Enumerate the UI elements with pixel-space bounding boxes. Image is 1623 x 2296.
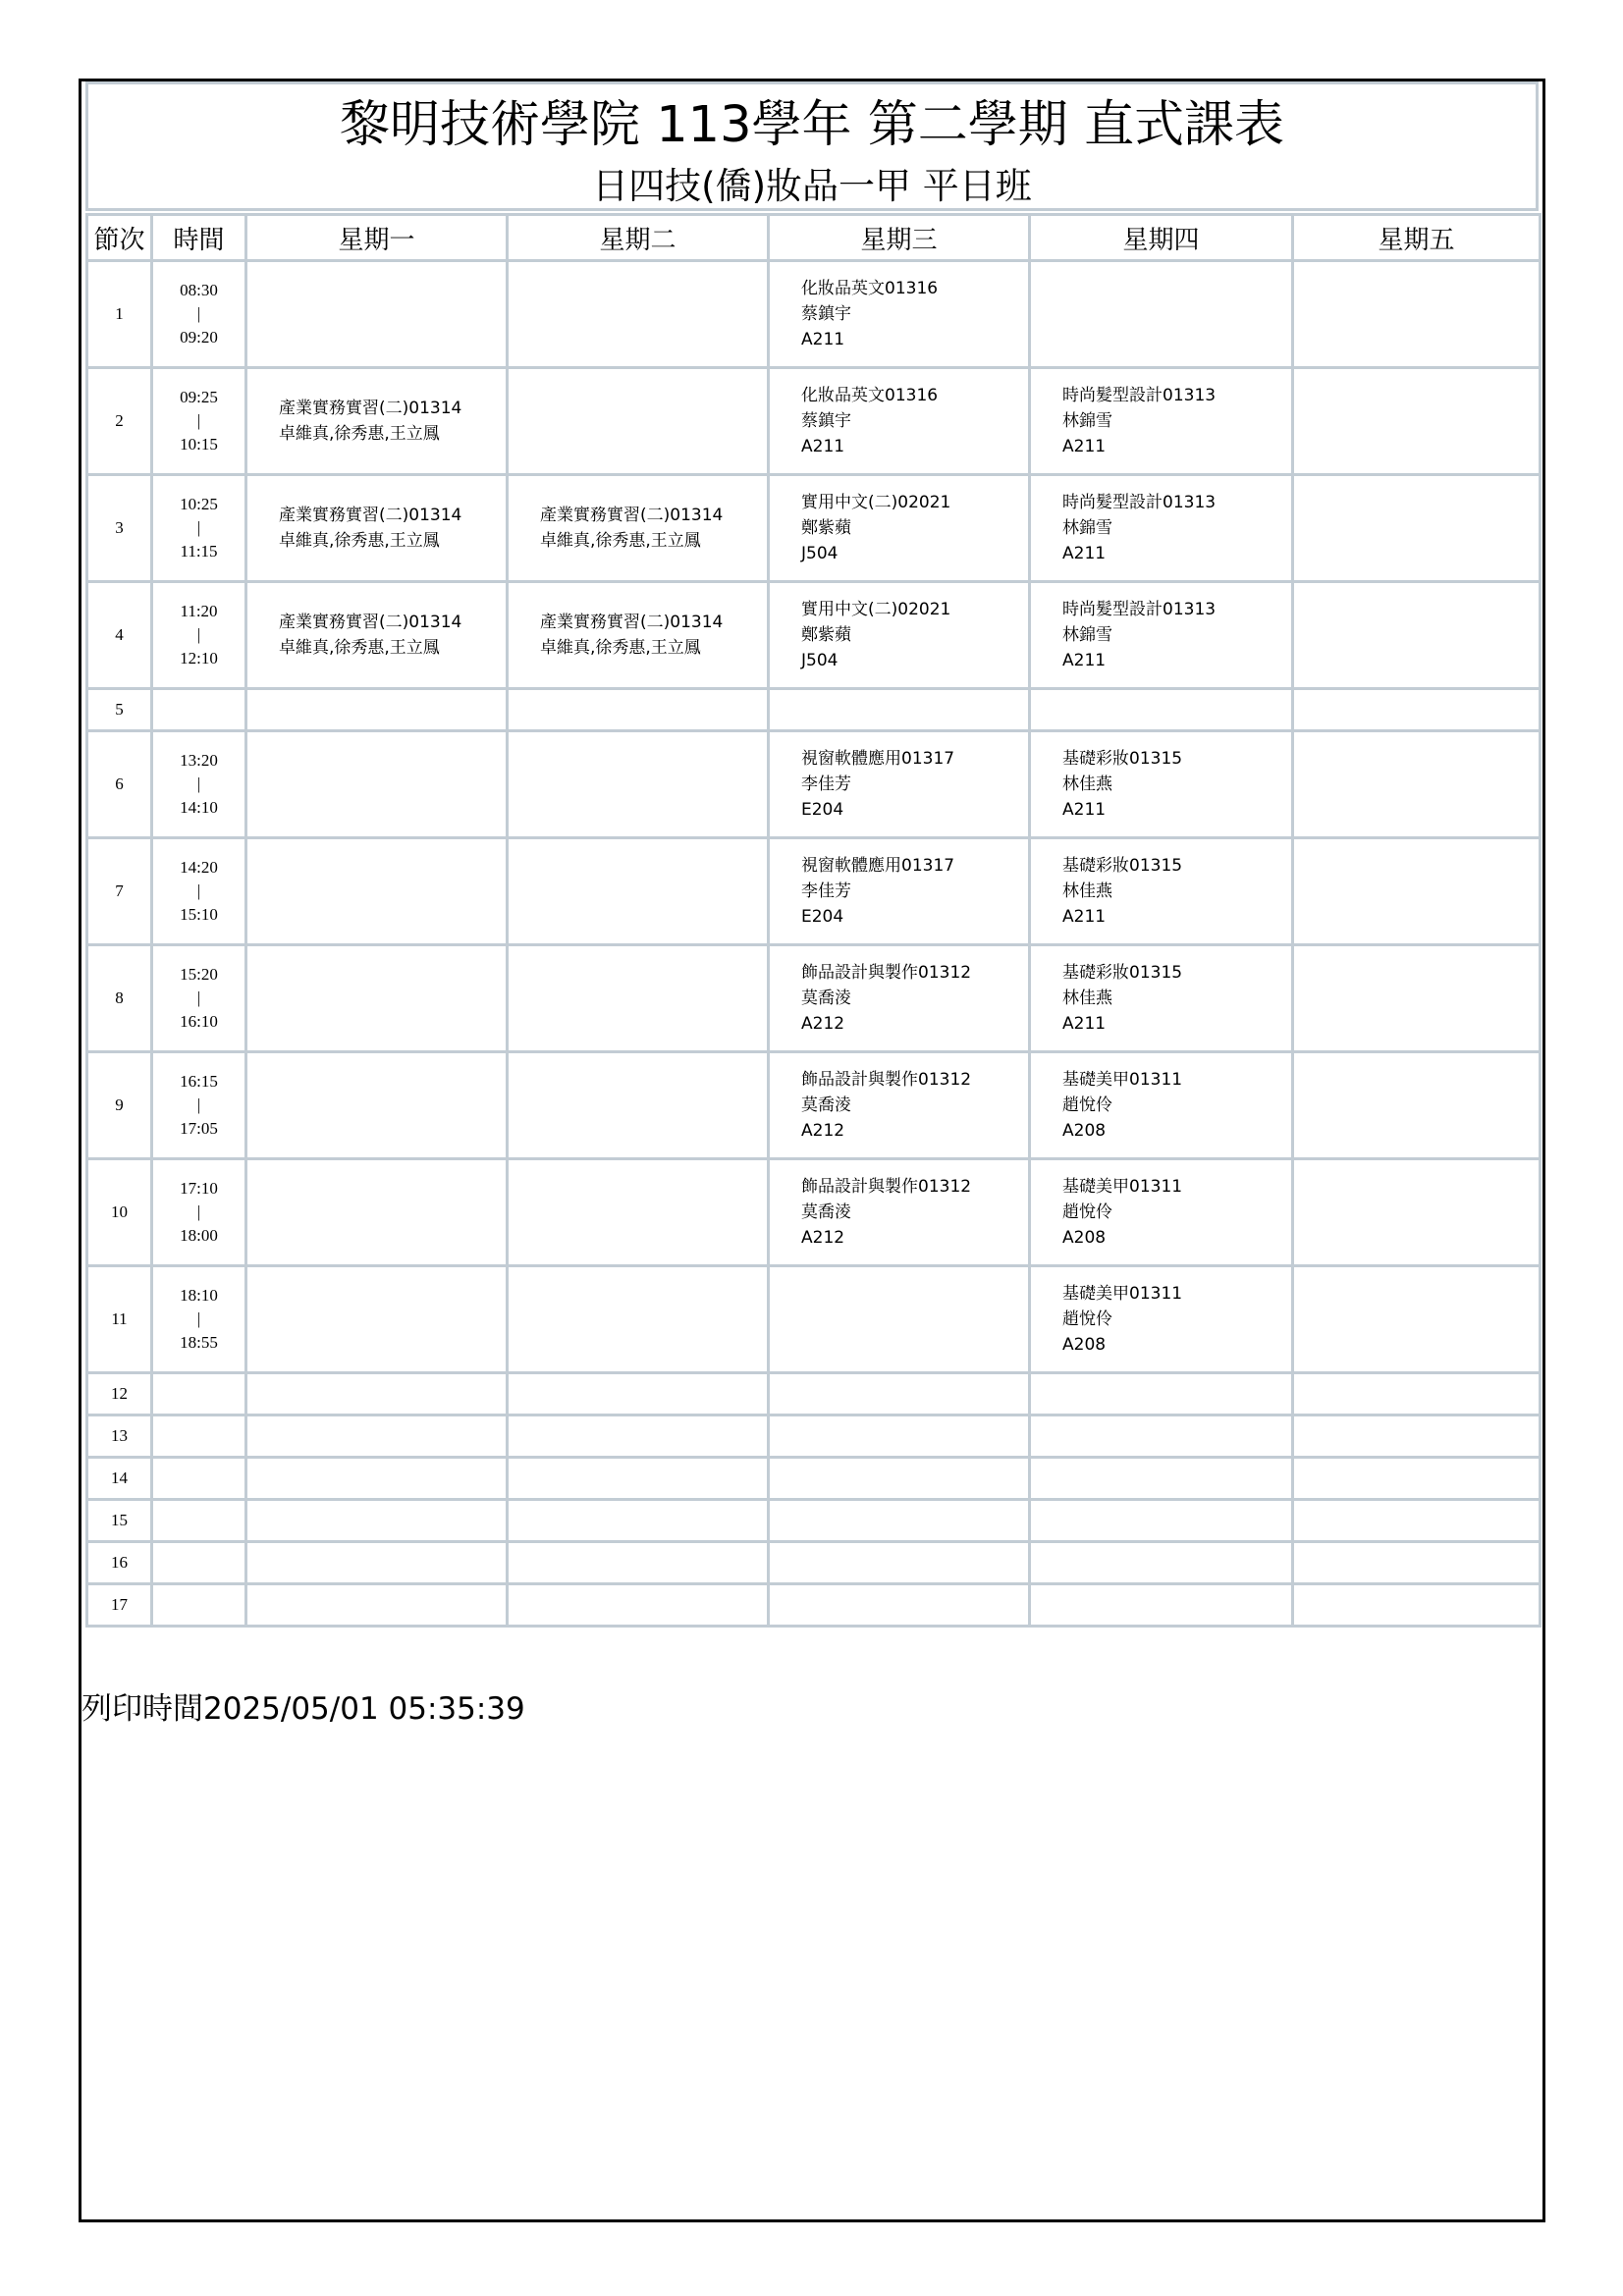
day-cell-wednesday [769,1500,1030,1542]
day-cell-wednesday [769,261,1030,368]
course-name: 視窗軟體應用01317 [801,856,955,876]
day-cell-wednesday [769,1415,1030,1458]
day-cell-tuesday [508,1052,769,1159]
period-number: 6 [87,731,152,838]
course-entry [1031,597,1291,673]
day-cell-tuesday [508,1373,769,1415]
time-cell [152,1159,246,1266]
day-cell-friday [1293,1415,1541,1458]
course-entry [770,853,1028,930]
course-entry [1031,1067,1291,1144]
day-cell-friday [1293,689,1541,731]
day-cell-tuesday [508,1415,769,1458]
course-entry [770,1174,1028,1251]
table-row [87,945,1541,1052]
day-cell-monday [246,1159,508,1266]
teacher-name: 卓維真,徐秀惠,王立鳳 [279,638,440,658]
day-cell-tuesday [508,582,769,689]
start-time: 13:20 [180,751,218,770]
day-cell-friday [1293,368,1541,475]
day-cell-friday [1293,475,1541,582]
time-cell [152,1458,246,1500]
time-separator: | [196,1202,201,1221]
day-cell-tuesday [508,838,769,945]
period-number: 2 [87,368,152,475]
day-cell-wednesday [769,731,1030,838]
time-separator: | [196,881,201,900]
room-code: A211 [1062,907,1107,927]
day-cell-wednesday [769,475,1030,582]
day-cell-thursday [1030,1458,1293,1500]
room-code: A212 [801,1228,845,1248]
teacher-name: 林佳燕 [1062,988,1112,1008]
page-frame [79,79,1545,2222]
day-cell-monday [246,689,508,731]
teacher-name: 林錦雪 [1062,518,1112,538]
start-time: 11:20 [180,602,218,620]
table-row [87,261,1541,368]
room-code: A211 [1062,651,1107,670]
end-time: 11:15 [180,542,218,561]
col-header-monday: 星期一 [246,215,508,261]
day-cell-tuesday [508,1542,769,1584]
course-name: 視窗軟體應用01317 [801,749,955,769]
class-subtitle: 日四技(僑)妝品一甲 平日班 [592,165,1032,207]
time-cell [152,838,246,945]
day-cell-friday [1293,1266,1541,1373]
course-name: 產業實務實習(二)01314 [540,506,724,525]
course-entry [770,490,1028,566]
course-name: 化妝品英文01316 [801,386,939,405]
day-cell-monday [246,838,508,945]
table-row [87,1458,1541,1500]
course-entry [770,960,1028,1037]
time-separator: | [196,518,201,537]
course-name: 實用中文(二)02021 [801,600,951,619]
table-row [87,1159,1541,1266]
end-time: 15:10 [180,905,218,924]
day-cell-tuesday [508,731,769,838]
period-number: 16 [87,1542,152,1584]
teacher-name: 莫喬淩 [801,1095,851,1115]
table-row [87,1584,1541,1627]
day-cell-friday [1293,1159,1541,1266]
table-row [87,582,1541,689]
day-cell-wednesday [769,1052,1030,1159]
period-number: 3 [87,475,152,582]
course-entry [1031,853,1291,930]
time-separator: | [196,988,201,1007]
period-number: 5 [87,689,152,731]
period-number: 12 [87,1373,152,1415]
course-name: 飾品設計與製作01312 [801,1177,972,1197]
print-timestamp: 列印時間2025/05/01 05:35:39 [81,1691,525,1727]
period-number: 15 [87,1500,152,1542]
course-name: 基礎美甲01311 [1062,1070,1183,1090]
time-cell [152,261,246,368]
day-cell-tuesday [508,1458,769,1500]
day-cell-thursday [1030,261,1293,368]
day-cell-friday [1293,1542,1541,1584]
room-code: A212 [801,1014,845,1034]
table-row [87,475,1541,582]
day-cell-monday [246,475,508,582]
teacher-name: 卓維真,徐秀惠,王立鳳 [279,424,440,444]
teacher-name: 卓維真,徐秀惠,王立鳳 [279,531,440,551]
course-entry [247,503,506,554]
title-box [85,81,1539,211]
course-name: 產業實務實習(二)01314 [279,399,462,418]
day-cell-thursday [1030,1584,1293,1627]
teacher-name: 鄭紫蘋 [801,625,851,645]
teacher-name: 莫喬淩 [801,988,851,1008]
course-name: 時尚髮型設計01313 [1062,386,1217,405]
table-row [87,1373,1541,1415]
table-row [87,1542,1541,1584]
table-row [87,368,1541,475]
course-name: 飾品設計與製作01312 [801,963,972,983]
day-cell-tuesday [508,1584,769,1627]
day-cell-wednesday [769,945,1030,1052]
teacher-name: 林錦雪 [1062,625,1112,645]
end-time: 14:10 [180,798,218,817]
page-title: 黎明技術學院 113學年 第二學期 直式課表 [340,96,1284,154]
end-time: 18:55 [180,1333,218,1352]
time-separator: | [196,1309,201,1328]
day-cell-thursday [1030,1415,1293,1458]
day-cell-monday [246,1373,508,1415]
time-cell [152,1500,246,1542]
teacher-name: 蔡鎮宇 [801,304,851,324]
start-time: 10:25 [180,495,218,513]
timetable [85,213,1542,1628]
time-cell [152,945,246,1052]
teacher-name: 林錦雪 [1062,411,1112,431]
course-name: 基礎彩妝01315 [1062,963,1183,983]
day-cell-tuesday [508,475,769,582]
start-time: 09:25 [180,388,218,406]
time-cell [152,582,246,689]
day-cell-friday [1293,1500,1541,1542]
room-code: E204 [801,800,844,820]
period-number: 1 [87,261,152,368]
time-cell [152,731,246,838]
day-cell-wednesday [769,1458,1030,1500]
day-cell-friday [1293,582,1541,689]
day-cell-tuesday [508,368,769,475]
day-cell-tuesday [508,261,769,368]
period-number: 7 [87,838,152,945]
room-code: J504 [801,651,839,670]
day-cell-wednesday [769,582,1030,689]
time-cell [152,1266,246,1373]
time-cell [152,689,246,731]
period-number: 11 [87,1266,152,1373]
period-number: 10 [87,1159,152,1266]
course-name: 產業實務實習(二)01314 [279,613,462,632]
day-cell-thursday [1030,838,1293,945]
col-header-tuesday: 星期二 [508,215,769,261]
end-time: 17:05 [180,1119,218,1138]
teacher-name: 鄭紫蘋 [801,518,851,538]
start-time: 15:20 [180,965,218,984]
teacher-name: 李佳芳 [801,881,851,901]
day-cell-friday [1293,1458,1541,1500]
course-entry [770,597,1028,673]
time-separator: | [196,411,201,430]
table-row [87,1415,1541,1458]
course-name: 產業實務實習(二)01314 [279,506,462,525]
day-cell-monday [246,582,508,689]
table-row [87,731,1541,838]
course-entry [770,746,1028,823]
day-cell-thursday [1030,689,1293,731]
course-name: 實用中文(二)02021 [801,493,951,512]
col-header-thursday: 星期四 [1030,215,1293,261]
time-cell [152,1415,246,1458]
teacher-name: 林佳燕 [1062,881,1112,901]
timetable-body [87,261,1541,1627]
day-cell-thursday [1030,475,1293,582]
day-cell-thursday [1030,1500,1293,1542]
end-time: 10:15 [180,435,218,454]
teacher-name: 卓維真,徐秀惠,王立鳳 [540,638,701,658]
course-entry [1031,1174,1291,1251]
course-entry [509,610,767,661]
teacher-name: 趙悅伶 [1062,1202,1112,1222]
time-cell [152,1584,246,1627]
course-name: 基礎彩妝01315 [1062,749,1183,769]
table-row [87,1266,1541,1373]
day-cell-wednesday [769,1542,1030,1584]
teacher-name: 林佳燕 [1062,774,1112,794]
day-cell-monday [246,1584,508,1627]
room-code: E204 [801,907,844,927]
day-cell-monday [246,1500,508,1542]
room-code: A211 [1062,437,1107,456]
end-time: 09:20 [180,328,218,347]
teacher-name: 莫喬淩 [801,1202,851,1222]
time-cell [152,368,246,475]
day-cell-thursday [1030,1159,1293,1266]
period-number: 17 [87,1584,152,1627]
time-separator: | [196,1095,201,1114]
room-code: A211 [1062,1014,1107,1034]
day-cell-wednesday [769,838,1030,945]
col-header-period: 節次 [87,215,152,261]
time-cell [152,1373,246,1415]
course-name: 產業實務實習(二)01314 [540,613,724,632]
day-cell-monday [246,731,508,838]
course-name: 時尚髮型設計01313 [1062,493,1217,512]
day-cell-friday [1293,838,1541,945]
day-cell-monday [246,1415,508,1458]
table-row [87,689,1541,731]
day-cell-thursday [1030,1542,1293,1584]
day-cell-tuesday [508,1159,769,1266]
course-entry [1031,1281,1291,1358]
teacher-name: 趙悅伶 [1062,1095,1112,1115]
day-cell-monday [246,1542,508,1584]
day-cell-monday [246,1052,508,1159]
end-time: 12:10 [180,649,218,667]
start-time: 16:15 [180,1072,218,1091]
day-cell-friday [1293,1373,1541,1415]
day-cell-thursday [1030,368,1293,475]
day-cell-monday [246,945,508,1052]
course-name: 化妝品英文01316 [801,279,939,298]
start-time: 18:10 [180,1286,218,1305]
teacher-name: 蔡鎮宇 [801,411,851,431]
period-number: 8 [87,945,152,1052]
table-row [87,1500,1541,1542]
start-time: 08:30 [180,281,218,299]
col-header-friday: 星期五 [1293,215,1541,261]
end-time: 16:10 [180,1012,218,1031]
day-cell-tuesday [508,689,769,731]
day-cell-monday [246,1458,508,1500]
day-cell-thursday [1030,582,1293,689]
col-header-wednesday: 星期三 [769,215,1030,261]
course-entry [770,383,1028,459]
course-entry [1031,490,1291,566]
day-cell-wednesday [769,1159,1030,1266]
day-cell-thursday [1030,1266,1293,1373]
day-cell-thursday [1030,1373,1293,1415]
day-cell-wednesday [769,689,1030,731]
course-name: 基礎彩妝01315 [1062,856,1183,876]
room-code: A211 [1062,544,1107,563]
teacher-name: 趙悅伶 [1062,1309,1112,1329]
room-code: A212 [801,1121,845,1141]
room-code: A208 [1062,1121,1107,1141]
course-entry [509,503,767,554]
start-time: 17:10 [180,1179,218,1198]
day-cell-friday [1293,261,1541,368]
period-number: 14 [87,1458,152,1500]
time-separator: | [196,304,201,323]
day-cell-thursday [1030,945,1293,1052]
end-time: 18:00 [180,1226,218,1245]
course-name: 基礎美甲01311 [1062,1284,1183,1304]
teacher-name: 李佳芳 [801,774,851,794]
course-entry [1031,746,1291,823]
day-cell-tuesday [508,945,769,1052]
room-code: A211 [801,437,845,456]
time-cell [152,1052,246,1159]
room-code: A211 [801,330,845,349]
room-code: A208 [1062,1228,1107,1248]
day-cell-friday [1293,1584,1541,1627]
course-entry [770,276,1028,352]
room-code: A208 [1062,1335,1107,1355]
teacher-name: 卓維真,徐秀惠,王立鳳 [540,531,701,551]
day-cell-monday [246,368,508,475]
course-name: 飾品設計與製作01312 [801,1070,972,1090]
period-number: 9 [87,1052,152,1159]
course-entry [770,1067,1028,1144]
course-entry [1031,960,1291,1037]
period-number: 13 [87,1415,152,1458]
day-cell-tuesday [508,1266,769,1373]
course-entry [1031,383,1291,459]
table-row [87,838,1541,945]
time-cell [152,475,246,582]
header-row [87,215,1541,261]
day-cell-monday [246,261,508,368]
day-cell-monday [246,1266,508,1373]
table-row [87,1052,1541,1159]
day-cell-wednesday [769,1266,1030,1373]
day-cell-thursday [1030,1052,1293,1159]
day-cell-friday [1293,945,1541,1052]
col-header-time: 時間 [152,215,246,261]
room-code: J504 [801,544,839,563]
day-cell-wednesday [769,368,1030,475]
day-cell-wednesday [769,1584,1030,1627]
day-cell-friday [1293,731,1541,838]
course-name: 基礎美甲01311 [1062,1177,1183,1197]
day-cell-tuesday [508,1500,769,1542]
course-entry [247,396,506,447]
room-code: A211 [1062,800,1107,820]
time-cell [152,1542,246,1584]
day-cell-wednesday [769,1373,1030,1415]
day-cell-friday [1293,1052,1541,1159]
day-cell-thursday [1030,731,1293,838]
course-name: 時尚髮型設計01313 [1062,600,1217,619]
start-time: 14:20 [180,858,218,877]
course-entry [247,610,506,661]
period-number: 4 [87,582,152,689]
time-separator: | [196,774,201,793]
time-separator: | [196,625,201,644]
